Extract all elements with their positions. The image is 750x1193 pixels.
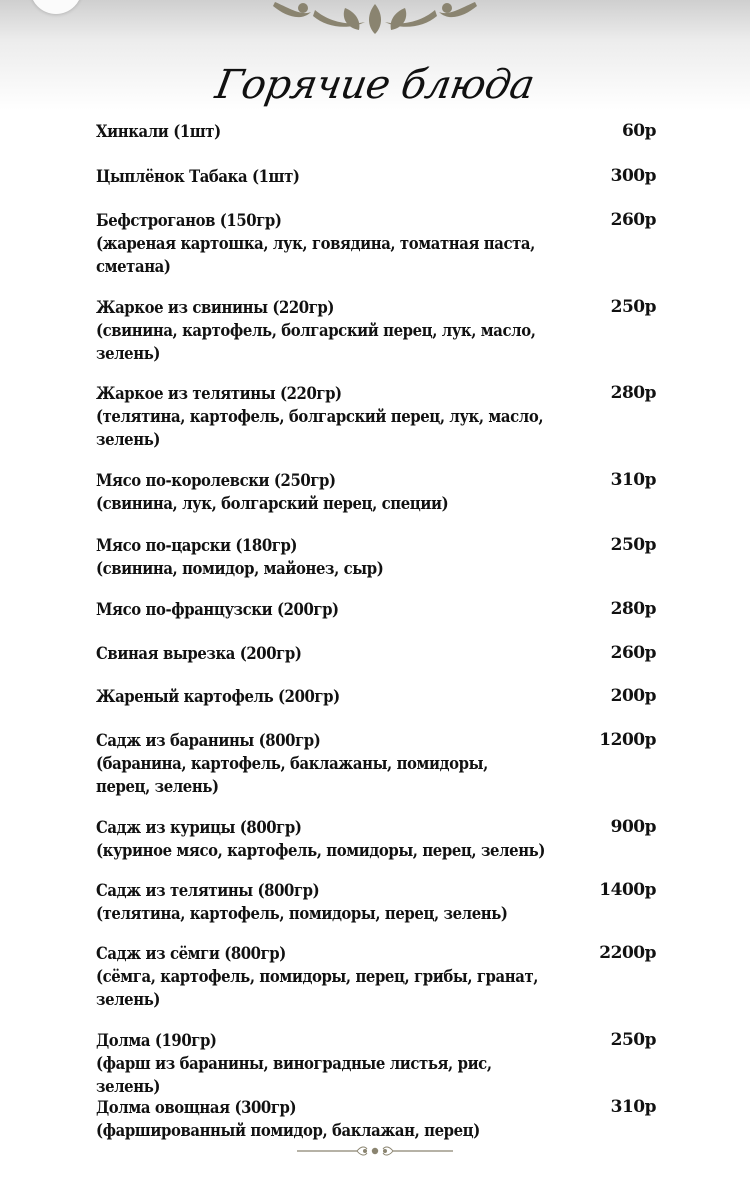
item-price: 310р <box>610 470 656 490</box>
item-name: Садж из баранины (800гр) <box>96 731 321 750</box>
item-name: Мясо по-царски (180гр) <box>96 536 298 555</box>
item-name: Свиная вырезка (200гр) <box>96 644 302 663</box>
menu-item <box>96 534 656 580</box>
menu-item <box>96 469 656 515</box>
menu-item <box>96 598 656 621</box>
item-name: Долма (190гр) <box>96 1031 217 1050</box>
menu-item <box>96 642 656 665</box>
item-price: 250р <box>610 297 656 317</box>
menu-item <box>96 816 656 862</box>
item-description: (сёмга, картофель, помидоры, перец, грибы, гранат, зелень) <box>96 967 539 1009</box>
item-name: Садж из телятины (800гр) <box>96 881 320 900</box>
menu-item <box>96 942 656 1011</box>
menu-item <box>96 729 656 798</box>
item-name: Садж из курицы (800гр) <box>96 818 302 837</box>
menu-item <box>96 685 656 708</box>
item-price: 310р <box>610 1097 656 1117</box>
menu-item <box>96 296 656 365</box>
item-price: 2200р <box>599 943 656 963</box>
item-price: 260р <box>610 210 656 230</box>
item-name: Жареный картофель (200гр) <box>96 687 340 706</box>
page-title: Горячие блюда <box>212 62 538 108</box>
item-description: (свинина, помидор, майонез, сыр) <box>96 559 384 578</box>
menu-item <box>96 1029 656 1098</box>
item-description: (фарш из баранины, виноградные листья, рис, зелень) <box>96 1054 492 1096</box>
item-price: 200р <box>610 686 656 706</box>
item-price: 280р <box>610 599 656 619</box>
item-name: Жаркое из телятины (220гр) <box>96 384 342 403</box>
item-price: 250р <box>610 1030 656 1050</box>
item-name: Хинкали (1шт) <box>96 122 221 141</box>
item-description: (куриное мясо, картофель, помидоры, перец, зелень) <box>96 841 545 860</box>
item-price: 60р <box>621 121 656 141</box>
item-name: Бефстроганов (150гр) <box>96 211 282 230</box>
item-price: 900р <box>610 817 656 837</box>
menu-item <box>96 382 656 451</box>
item-description: (телятина, картофель, болгарский перец, лук, масло, зелень) <box>96 407 544 449</box>
menu-item <box>96 209 656 278</box>
item-description: (фаршированный помидор, баклажан, перец) <box>96 1121 480 1140</box>
item-price: 280р <box>610 383 656 403</box>
item-description: (телятина, картофель, помидоры, перец, зелень) <box>96 904 508 923</box>
menu-item <box>96 1096 656 1142</box>
item-name: Мясо по-королевски (250гр) <box>96 471 336 490</box>
menu-item <box>96 879 656 925</box>
item-description: (баранина, картофель, баклажаны, помидоры, перец, зелень) <box>96 754 488 796</box>
menu-item <box>96 120 656 143</box>
item-name: Мясо по-французски (200гр) <box>96 600 339 619</box>
item-name: Долма овощная (300гр) <box>96 1098 297 1117</box>
item-description: (свинина, картофель, болгарский перец, лук, масло, зелень) <box>96 321 536 363</box>
bottom-divider-ornament-icon <box>295 1143 455 1159</box>
item-description: (жареная картошка, лук, говядина, томатная паста, сметана) <box>96 234 535 276</box>
top-corner-circle <box>30 0 82 14</box>
item-name: Садж из сёмги (800гр) <box>96 944 286 963</box>
top-ornament-icon <box>255 0 495 38</box>
item-name: Цыплёнок Табака (1шт) <box>96 167 300 186</box>
item-price: 1400р <box>599 880 656 900</box>
menu-item <box>96 165 656 188</box>
item-description: (свинина, лук, болгарский перец, специи) <box>96 494 449 513</box>
item-price: 1200р <box>599 730 656 750</box>
item-price: 300р <box>610 166 656 186</box>
item-price: 260р <box>610 643 656 663</box>
item-name: Жаркое из свинины (220гр) <box>96 298 335 317</box>
item-price: 250р <box>610 535 656 555</box>
